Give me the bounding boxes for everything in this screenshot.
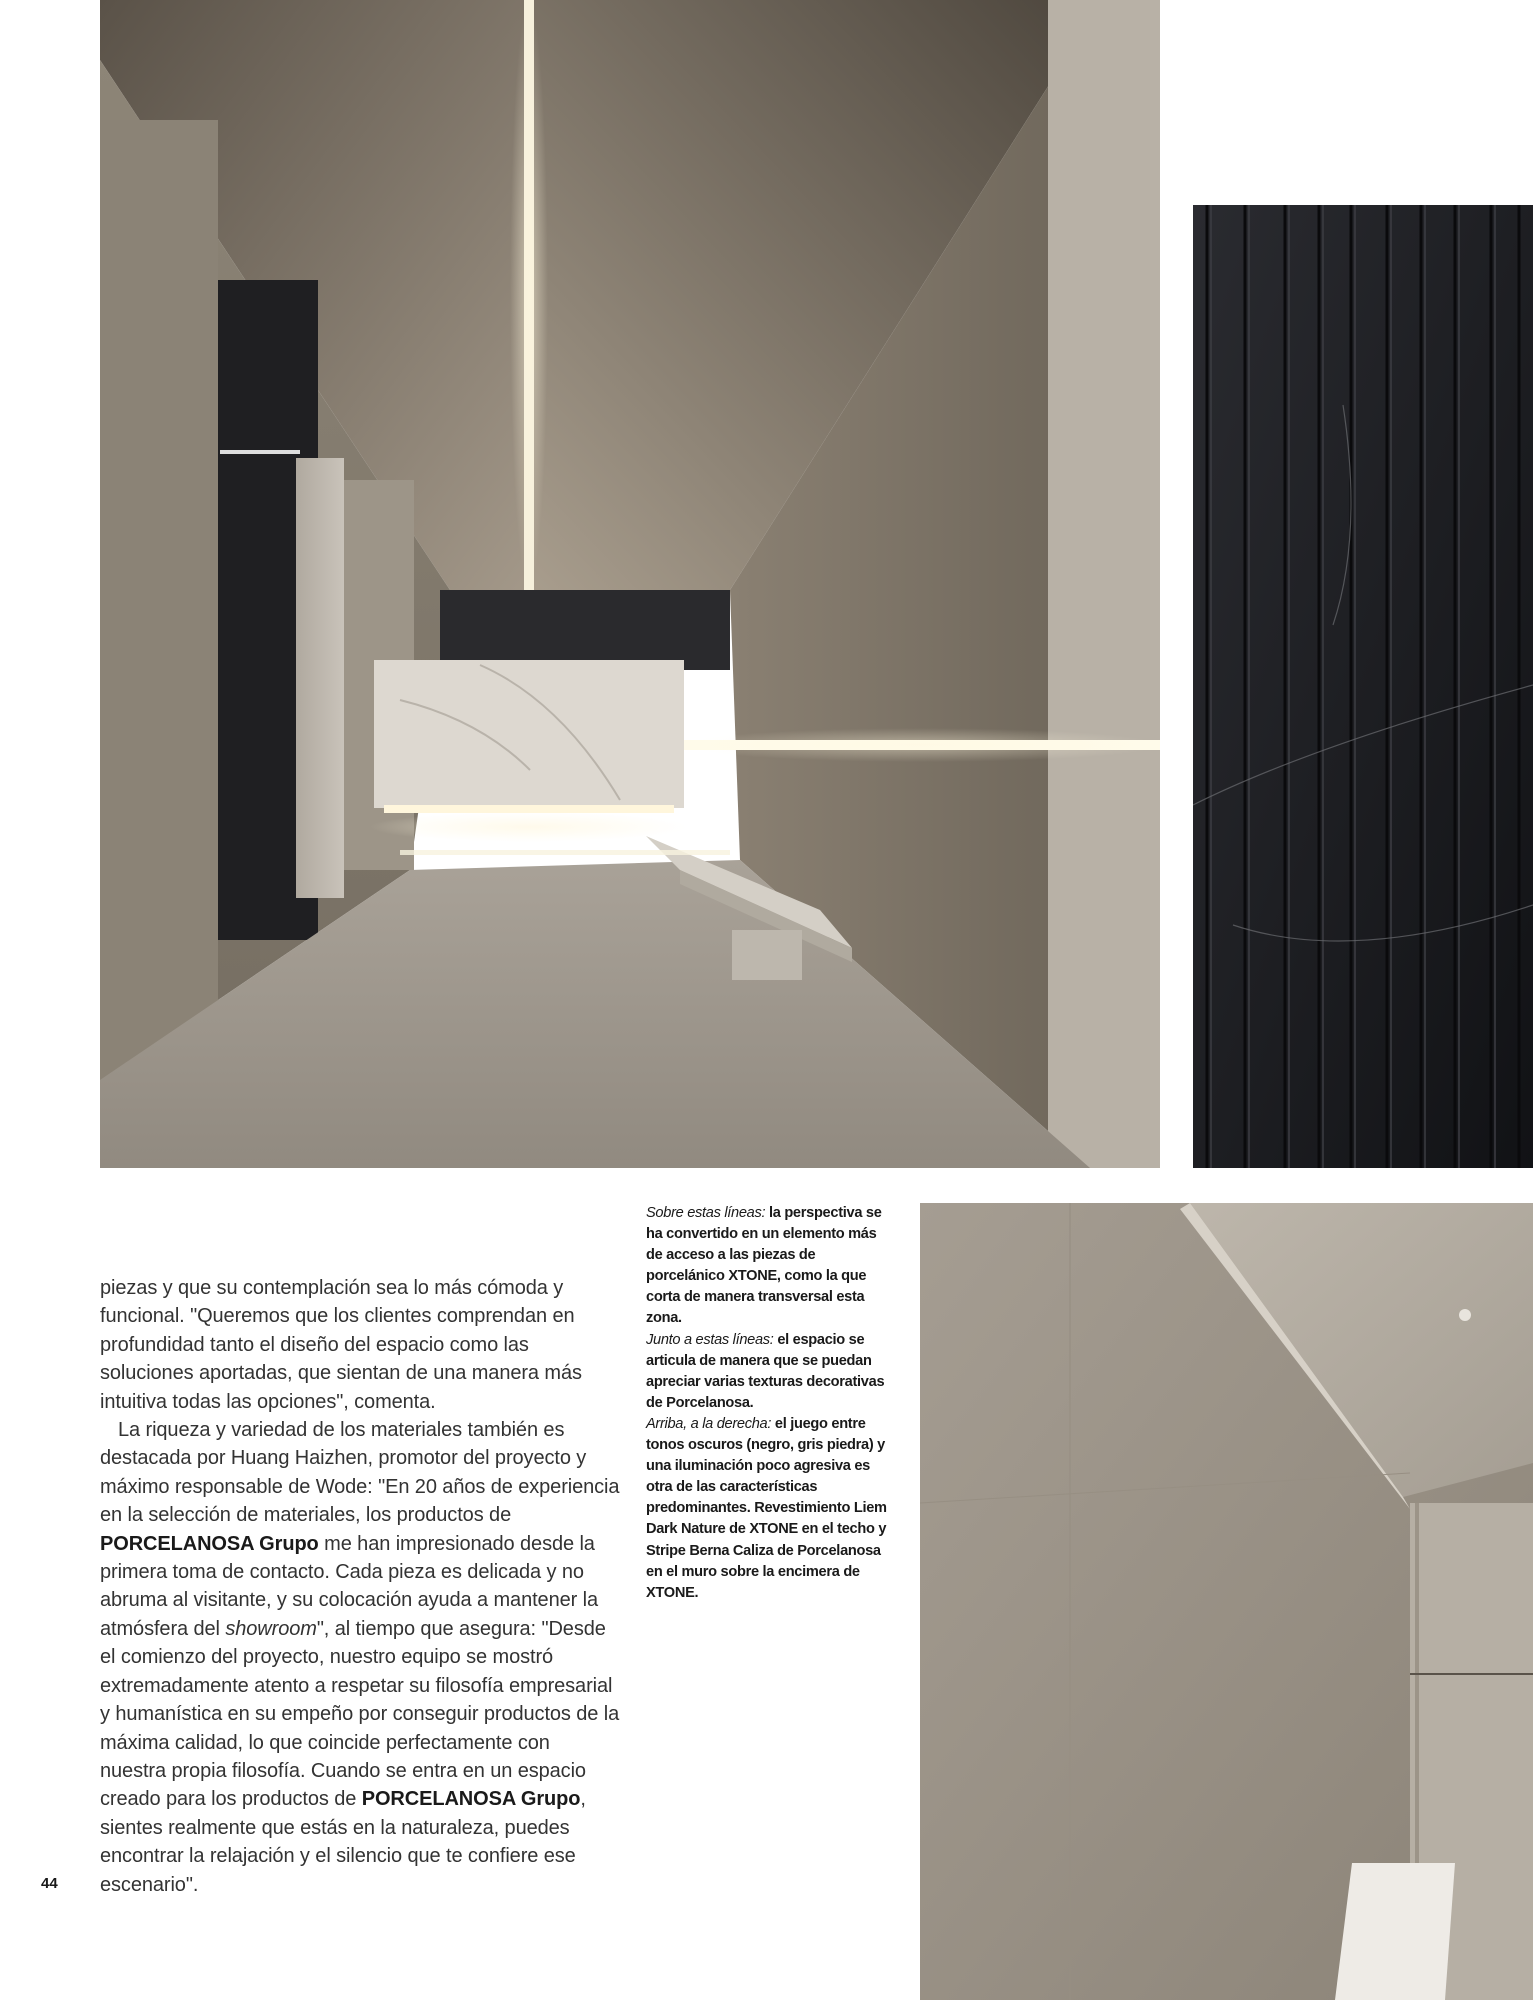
photo-caption — [646, 1203, 896, 1604]
body-paragraph-2c: ", al tiempo que asegura: "Desde el comienzo del proyecto, nuestro equipo se mostró extremadamente atento a respetar su filosofía empresarial y humanística en su empeño por conseguir productos de la máxima calidad, lo que coincide perfectamente con nuestra propia filosofía. Cuando se entra en un espacio creado para los productos de — [100, 1617, 620, 1811]
caption-2 — [646, 1330, 896, 1414]
body-paragraph-2a: La riqueza y variedad de los materiales también es destacada por Huang Haizhen, promotor del proyecto y máximo responsable de Wode: "En 20 años de experiencia en la selección de materiales, los productos de — [100, 1419, 620, 1527]
brand-name-2: PORCELANOSA Grupo — [361, 1788, 581, 1811]
dark-texture-photo — [1193, 205, 1533, 1168]
stone-wall-photo — [920, 1203, 1533, 2000]
body-paragraph-2 — [100, 1416, 620, 1899]
caption-2-text: el espacio se articula de manera que se puedan apreciar varias texturas decorativas de Porcelanosa. — [646, 1331, 885, 1411]
caption-3 — [646, 1414, 896, 1604]
caption-2-lead: Junto a estas líneas: — [646, 1331, 774, 1348]
caption-1-lead: Sobre estas líneas: — [646, 1205, 766, 1221]
body-text — [100, 1274, 620, 1899]
caption-1-text: la perspectiva se ha convertido en un elemento más de acceso a las piezas de porcelánico XTONE, como la que corta de manera transversal esta zona. — [646, 1205, 882, 1327]
brand-name: PORCELANOSA Grupo — [100, 1532, 319, 1555]
body-paragraph-2d: , sientes realmente que estás en la naturaleza, puedes encontrar la relajación y el silencio que te confiere ese escenario". — [100, 1788, 586, 1896]
caption-3-text: el juego entre tonos oscuros (negro, gris piedra) y una iluminación poco agresiva es otra de las características predominantes. Revestimiento Liem Dark Nature de XTONE en el techo y Stripe Berna Caliza de Porcelanosa en el muro sobre la encimera de XTONE. — [646, 1415, 887, 1601]
showroom-word: showroom — [225, 1617, 317, 1640]
page-number: 44 — [41, 1875, 58, 1892]
corridor-photo — [100, 0, 1160, 1168]
caption-3-lead: Arriba, a la derecha: — [646, 1415, 772, 1432]
body-paragraph-1: piezas y que su contemplación sea lo más cómoda y funcional. "Queremos que los clientes comprendan en profundidad tanto el diseño del espacio como las soluciones aportadas, que sientan de una manera más intuitiva todas las opciones", comenta. — [100, 1277, 582, 1413]
caption-1 — [646, 1203, 896, 1330]
body-paragraph-2b: me han impresionado desde la primera toma de contacto. Cada pieza es delicada y no abruma al visitante, y su colocación ayuda a mantener la atmósfera del — [100, 1532, 599, 1640]
